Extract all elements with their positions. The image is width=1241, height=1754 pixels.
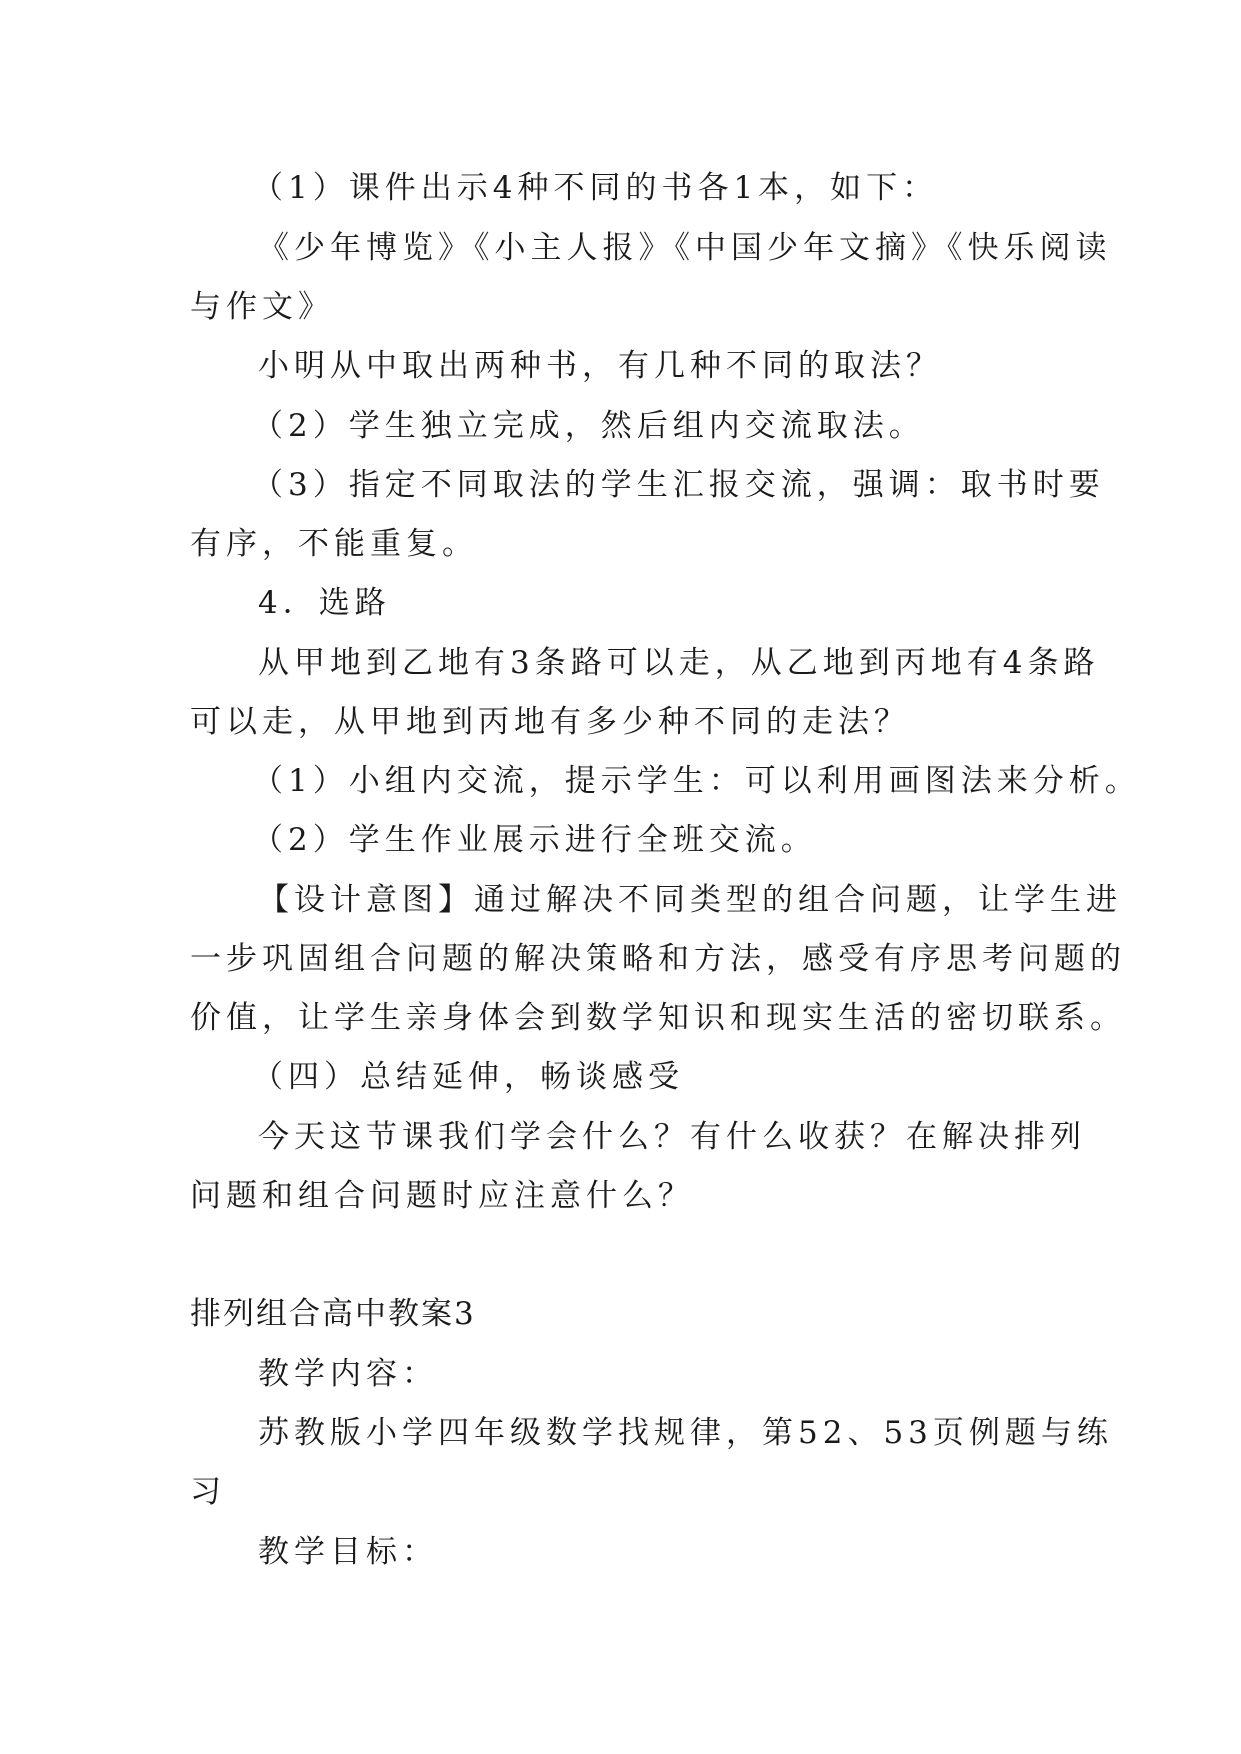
text-line: 苏教版小学四年级数学找规律，第52、53页例题与练 [258, 1415, 1113, 1451]
text-line: 有序，不能重复。 [190, 526, 478, 562]
text-line: 《少年博览》《小主人报》《中国少年文摘》《快乐阅读 [258, 230, 1112, 266]
section-heading: （四）总结延伸，畅谈感受 [252, 1059, 684, 1095]
text-line: （1）小组内交流，提示学生：可以利用画图法来分析。 [252, 763, 1141, 799]
text-line: （2）学生作业展示进行全班交流。 [252, 822, 817, 858]
text-line: 习 [190, 1474, 226, 1510]
text-line: 可以走，从甲地到丙地有多少种不同的走法？ [190, 704, 910, 740]
text-line: 价值，让学生亲身体会到数学知识和现实生活的密切联系。 [190, 1000, 1126, 1036]
text-line: 与作文》 [190, 289, 334, 325]
text-line: （2）学生独立完成，然后组内交流取法。 [252, 408, 925, 444]
document-title: 排列组合高中教案3 [190, 1296, 476, 1332]
text-line: 问题和组合问题时应注意什么？ [190, 1178, 694, 1214]
text-line: 一步巩固组合问题的解决策略和方法，感受有序思考问题的 [190, 941, 1126, 977]
text-line: 教学内容： [258, 1356, 438, 1392]
section-heading: 4．选路 [258, 585, 391, 621]
text-line: 小明从中取出两种书，有几种不同的取法？ [258, 348, 942, 384]
text-line: （1）课件出示4种不同的书各1本，如下： [252, 170, 939, 206]
text-line: 教学目标： [258, 1534, 438, 1570]
text-line: 从甲地到乙地有3条路可以走，从乙地到丙地有4条路 [258, 645, 1100, 681]
text-line: （3）指定不同取法的学生汇报交流，强调：取书时要 [252, 467, 1105, 503]
text-line: 【设计意图】通过解决不同类型的组合问题，让学生进 [258, 882, 1122, 918]
text-line: 今天这节课我们学会什么？有什么收获？在解决排列 [258, 1119, 1086, 1155]
